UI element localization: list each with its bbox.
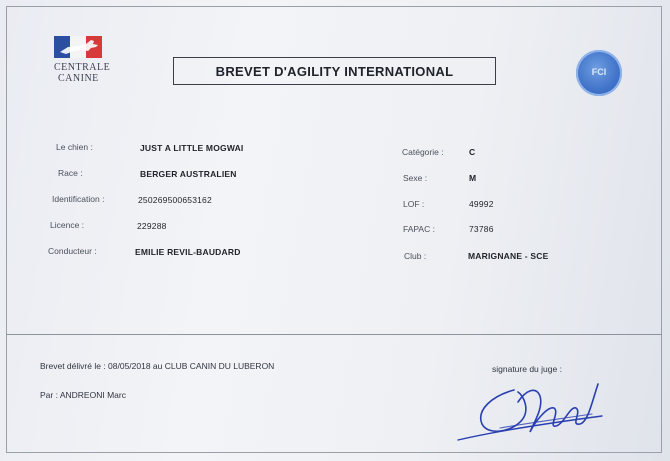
signature-label: signature du juge : [492,364,562,374]
licence-label: Licence : [50,220,85,230]
logo-text: CENTRALE CANINE [54,62,111,84]
dog-name-label: Le chien : [56,142,93,152]
category-label: Catégorie : [402,147,444,157]
centrale-canine-logo [54,36,110,86]
club-value: MARIGNANE - SCE [468,251,549,261]
fapac-label: FAPAC : [403,224,435,234]
judge-signature [452,366,612,452]
handler-value: EMILIE REVIL-BAUDARD [135,247,241,257]
lof-label: LOF : [403,199,425,209]
identification-label: Identification : [52,194,105,204]
issuer-info: Par : ANDREONI Marc [40,390,126,400]
breed-value: BERGER AUSTRALIEN [140,169,237,179]
fci-seal-icon: FCI [576,50,622,96]
delivery-info: Brevet délivré le : 08/05/2018 au CLUB CANIN DU LUBERON [40,361,275,371]
document-title: BREVET D'AGILITY INTERNATIONAL [173,57,496,85]
category-value: C [469,147,476,157]
identification-value: 250269500653162 [138,195,212,205]
handler-label: Conducteur : [48,246,97,256]
licence-value: 229288 [137,221,167,231]
fapac-value: 73786 [469,224,494,234]
sex-value: M [469,173,477,183]
dog-silhouette-icon [58,38,100,56]
club-label: Club : [404,251,427,261]
sex-label: Sexe : [403,173,428,183]
section-divider [6,334,662,335]
lof-value: 49992 [469,199,494,209]
breed-label: Race : [58,168,83,178]
dog-name-value: JUST A LITTLE MOGWAI [140,143,244,153]
